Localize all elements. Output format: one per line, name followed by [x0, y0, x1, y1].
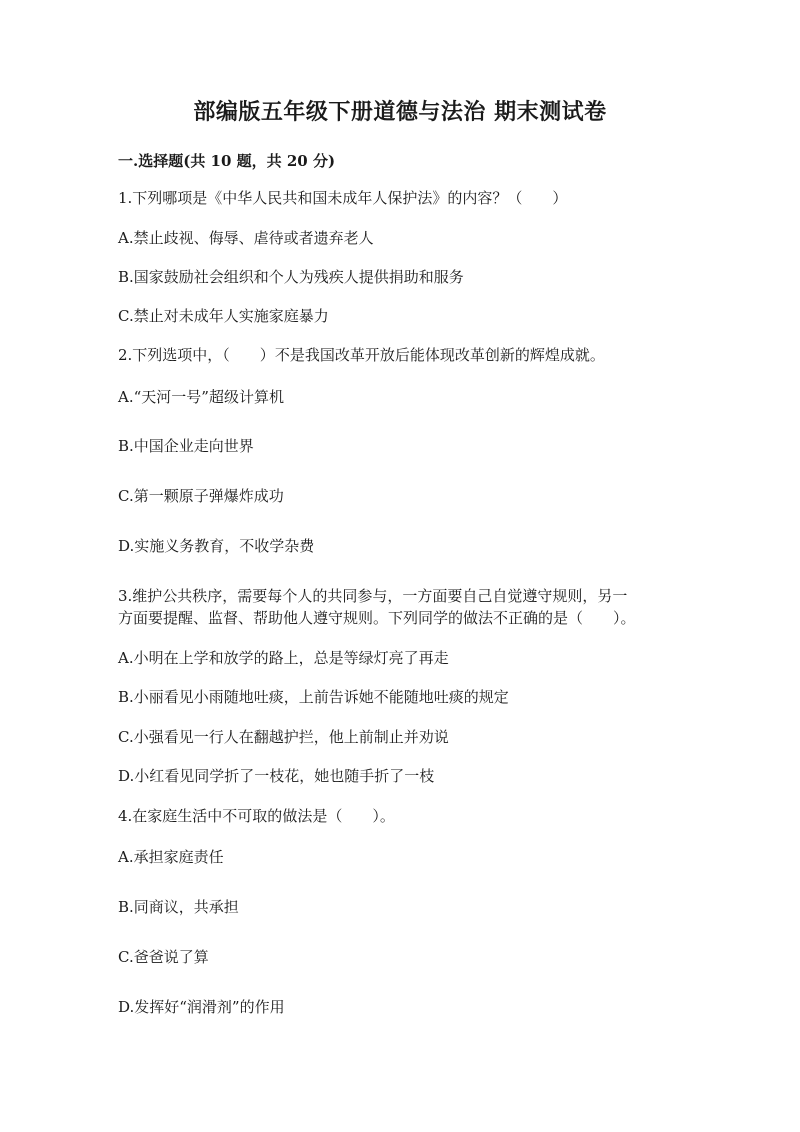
- question-2-option-d: D.实施义务教育，不收学杂费: [118, 537, 315, 555]
- question-2-option-b: B.中国企业走向世界: [118, 437, 254, 455]
- section-header: 一.选择题(共 10 题，共 20 分): [118, 152, 336, 170]
- question-1-stem: 1.下列哪项是《中华人民共和国未成年人保护法》的内容？（ ）: [118, 189, 568, 207]
- question-3-option-b: B.小丽看见小雨随地吐痰，上前告诉她不能随地吐痰的规定: [118, 688, 509, 706]
- question-4-option-c: C.爸爸说了算: [118, 948, 209, 966]
- page-title: 部编版五年级下册道德与法治 期末测试卷: [193, 99, 607, 125]
- question-3-option-a: A.小明在上学和放学的路上，总是等绿灯亮了再走: [118, 649, 449, 667]
- question-2-stem: 2.下列选项中，（ ）不是我国改革开放后能体现改革创新的辉煌成就。: [118, 346, 605, 364]
- question-4-option-a: A.承担家庭责任: [118, 848, 224, 866]
- question-3-stem-line1: 3.维护公共秩序，需要每个人的共同参与，一方面要自己自觉遵守规则，另一: [118, 587, 628, 605]
- question-3-option-c: C.小强看见一行人在翻越护拦，他上前制止并劝说: [118, 728, 449, 746]
- question-4-option-b: B.同商议，共承担: [118, 898, 239, 916]
- question-4-stem: 4.在家庭生活中不可取的做法是（ ）。: [118, 807, 395, 825]
- question-3-stem-line2: 方面要提醒、监督、帮助他人遵守规则。下列同学的做法不正确的是（ ）。: [118, 609, 636, 627]
- question-4-option-d: D.发挥好“润滑剂”的作用: [118, 998, 285, 1016]
- question-3-option-d: D.小红看见同学折了一枝花，她也随手折了一枝: [118, 767, 435, 785]
- question-2-option-c: C.第一颗原子弹爆炸成功: [118, 487, 284, 505]
- question-2-option-a: A.“天河一号”超级计算机: [118, 388, 284, 406]
- question-1-option-a: A.禁止歧视、侮辱、虐待或者遗弃老人: [118, 229, 374, 247]
- question-1-option-c: C.禁止对未成年人实施家庭暴力: [118, 307, 329, 325]
- question-1-option-b: B.国家鼓励社会组织和个人为残疾人提供捐助和服务: [118, 268, 464, 286]
